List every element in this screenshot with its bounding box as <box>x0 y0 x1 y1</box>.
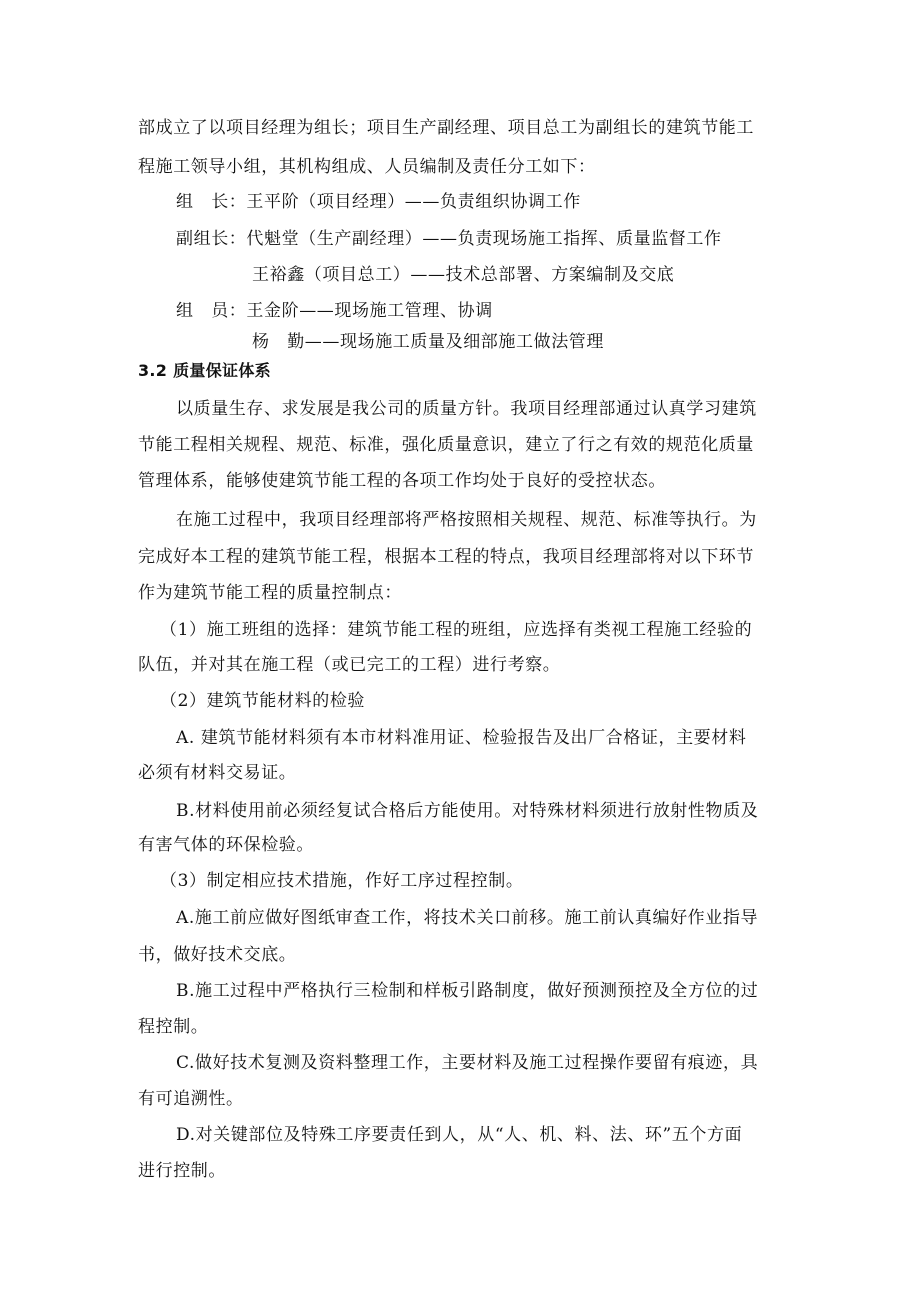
sub-item-a: A. 建筑节能材料须有本市材料准用证、检验报告及出厂合格证，主要材料 <box>176 728 747 748</box>
paragraph-line: 完成好本工程的建筑节能工程，根据本工程的特点，我项目经理部将对以下环节 <box>138 547 754 567</box>
list-item-1: （1）施工班组的选择：建筑节能工程的班组，应选择有类视工程施工经验的 <box>160 620 753 640</box>
sub-item-b: B.材料使用前必须经复试合格后方能使用。对特殊材料须进行放射性物质及 <box>176 801 759 821</box>
staff-line-deputy: 副组长：代魁堂（生产副经理）——负责现场施工指挥、质量监督工作 <box>176 229 722 249</box>
paragraph-line: 必须有材料交易证。 <box>138 763 297 783</box>
paragraph-line: 有可追溯性。 <box>138 1089 244 1109</box>
paragraph-line: 管理体系，能够使建筑节能工程的各项工作均处于良好的受控状态。 <box>138 471 666 491</box>
paragraph-line: 程施工领导小组，其机构组成、人员编制及责任分工如下： <box>138 157 596 177</box>
paragraph-line: 书，做好技术交底。 <box>138 945 297 965</box>
staff-line-member-2: 杨 勤——现场施工质量及细部施工做法管理 <box>252 332 604 352</box>
section-heading: 3.2 质量保证体系 <box>138 361 271 380</box>
sub-item-d: D.对关键部位及特殊工序要责任到人，从“人、机、料、法、环”五个方面 <box>176 1125 743 1145</box>
paragraph-line: 有害气体的环保检验。 <box>138 835 314 855</box>
sub-item-c: C.做好技术复测及资料整理工作，主要材料及施工过程操作要留有痕迹，具 <box>176 1053 759 1073</box>
paragraph-line: 节能工程相关规程、规范、标准，强化质量意识，建立了行之有效的规范化质量 <box>138 435 754 455</box>
staff-line-deputy-2: 王裕鑫（项目总工）——技术总部署、方案编制及交底 <box>252 265 675 285</box>
list-item-3: （3）制定相应技术措施，作好工序过程控制。 <box>160 871 524 891</box>
paragraph-line: 进行控制。 <box>138 1161 226 1181</box>
paragraph-line: 以质量生存、求发展是我公司的质量方针。我项目经理部通过认真学习建筑 <box>176 399 757 419</box>
paragraph-line: 部成立了以项目经理为组长；项目生产副经理、项目总工为副组长的建筑节能工 <box>138 118 754 138</box>
list-item-2: （2）建筑节能材料的检验 <box>160 691 366 711</box>
staff-line-member: 组 员：王金阶——现场施工管理、协调 <box>176 301 493 321</box>
staff-line-leader: 组 长：王平阶（项目经理）——负责组织协调工作 <box>176 192 581 212</box>
paragraph-line: 队伍，并对其在施工程（或已完工的工程）进行考察。 <box>138 655 561 675</box>
paragraph-line: 在施工过程中，我项目经理部将严格按照相关规程、规范、标准等执行。为 <box>176 510 757 530</box>
paragraph-line: 程控制。 <box>138 1017 209 1037</box>
paragraph-line: 作为建筑节能工程的质量控制点： <box>138 583 402 603</box>
sub-item-b: B.施工过程中严格执行三检制和样板引路制度，做好预测预控及全方位的过 <box>176 981 759 1001</box>
sub-item-a: A.施工前应做好图纸审查工作，将技术关口前移。施工前认真编好作业指导 <box>176 908 759 928</box>
